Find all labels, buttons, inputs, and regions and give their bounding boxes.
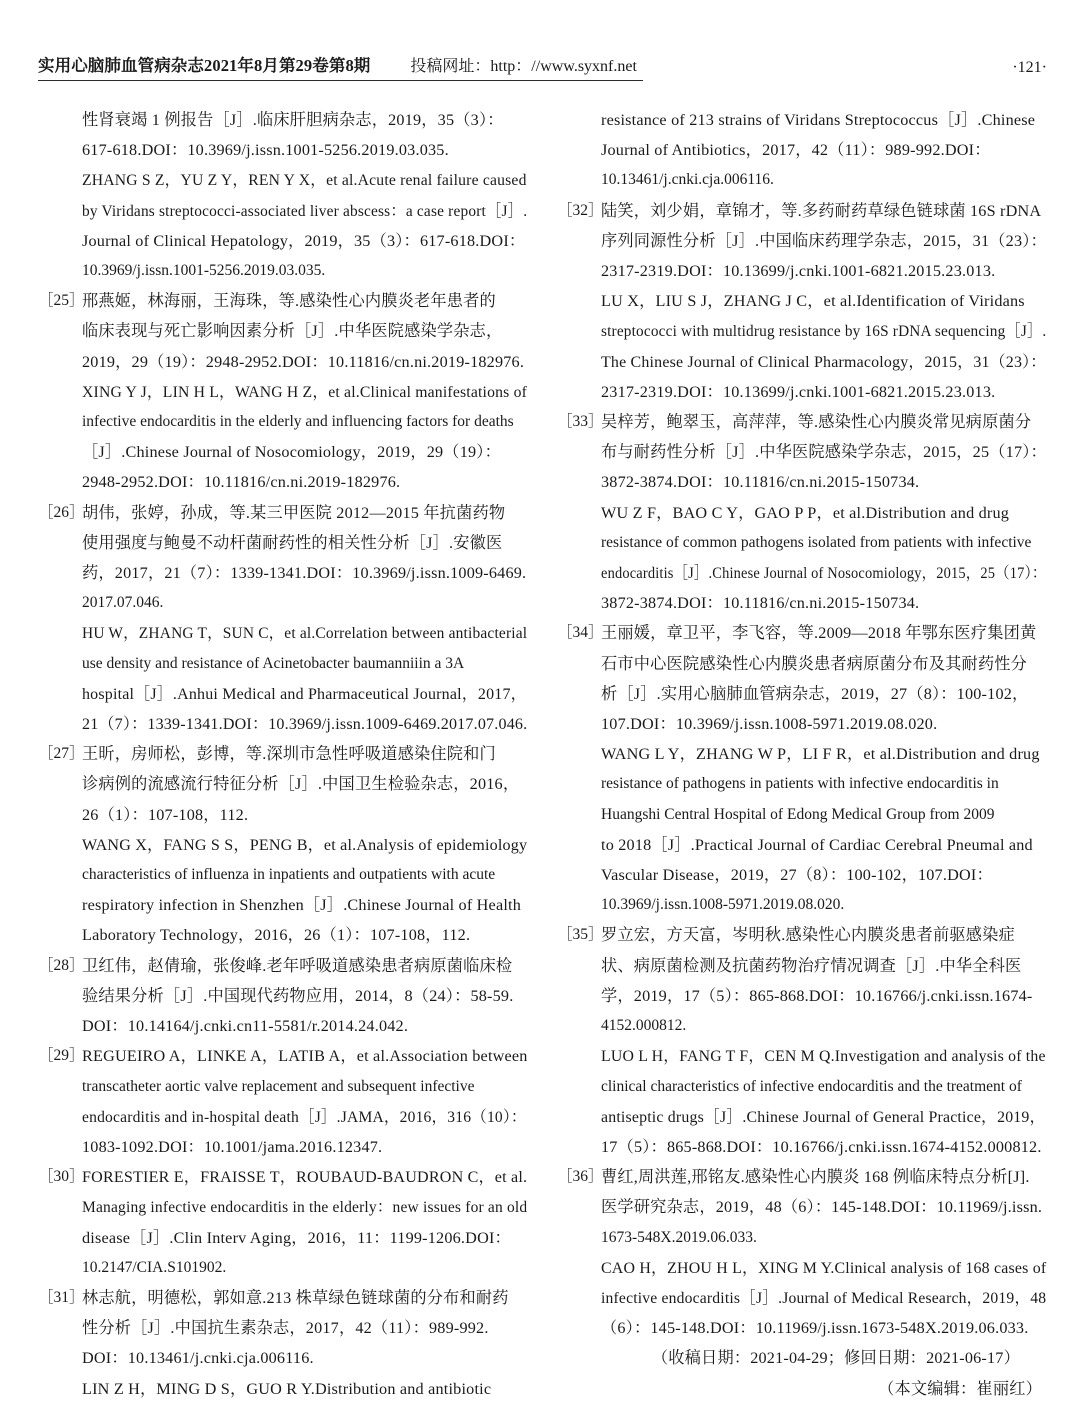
reference-line: 使用强度与鲍曼不动杆菌耐药性的相关性分析［J］.安徽医: [82, 533, 503, 552]
reference-line: 2019，29（19）：2948-2952.DOI：10.11816/cn.ni.2019-182976.: [82, 352, 525, 371]
reference-line: 性分析［J］.中国抗生素杂志，2017，42（11）：989-992.: [82, 1319, 489, 1338]
reference-text: [82, 165, 527, 286]
journal-title: 实用心脑肺血管病杂志2021年8月第29卷第8期: [38, 56, 371, 75]
reference-text: [601, 105, 1046, 196]
reference-line: 邢燕姬，林海丽，王海珠，等.感染性心内膜炎老年患者的: [82, 292, 496, 311]
reference-line: 学，2019，17（5）：865-868.DOI：10.16766/j.cnki.issn.1674-: [601, 986, 1033, 1005]
page-number: ·121·: [1012, 59, 1047, 76]
reference-text: [82, 1041, 527, 1162]
reference-line: 10.2147/CIA.S101902.: [82, 1258, 227, 1276]
reference-line: Huangshi Central Hospital of Edong Medical Group from 2009: [601, 805, 995, 823]
reference-entry: [38, 1283, 527, 1404]
reference-line: 10.13461/j.cnki.cja.006116.: [601, 171, 774, 189]
reference-line: 王丽媛，章卫平，李飞容，等.2009—2018 年鄂东医疗集团黄: [601, 624, 1037, 643]
reference-line: streptococci with multidrug resistance by 16S rDNA sequencing［J］.: [601, 322, 1047, 341]
reference-line: 性肾衰竭 1 例报告［J］.临床肝胆病杂志，2019，35（3）：: [82, 111, 504, 129]
reference-entry: [557, 407, 1046, 618]
received-revised-date: （收稿日期：2021-04-29；修回日期：2021-06-17）: [651, 1349, 1020, 1368]
reference-line: DOI：10.14164/j.cnki.cn11-5581/r.2014.24.042.: [82, 1017, 409, 1036]
reference-text: [82, 739, 527, 950]
reference-line: clinical characteristics of infective endocarditis and the treatment of: [601, 1077, 1022, 1095]
reference-text: [82, 1283, 527, 1404]
reference-line: resistance of pathogens in patients with infective endocarditis in: [601, 775, 999, 793]
reference-marker: ［28］: [38, 956, 85, 974]
reference-line: CAO H，ZHOU H L，XING M Y.Clinical analysis of 168 cases of: [601, 1258, 1047, 1277]
reference-line: Journal of Clinical Hepatology，2019，35（3）：617-618.DOI：: [82, 231, 526, 250]
running-head: [38, 52, 1047, 86]
reference-line: Managing infective endocarditis in the elderly：new issues for an old: [82, 1198, 528, 1217]
reference-line: transcatheter aortic valve replacement and subsequent infective: [82, 1077, 475, 1095]
reference-line: characteristics of influenza in inpatients and outpatients with acute: [82, 866, 496, 884]
reference-line: 21（7）：1339-1341.DOI：10.3969/j.issn.1009-6469.2017.07.046.: [82, 715, 528, 734]
reference-line: 陆笑，刘少娟，章锦才，等.多药耐药草绿色链球菌 16S rDNA: [601, 201, 1042, 220]
reference-text: [82, 105, 527, 165]
reference-line: 2948-2952.DOI：10.11816/cn.ni.2019-182976.: [82, 473, 401, 492]
reference-line: 1673-548X.2019.06.033.: [601, 1228, 757, 1246]
reference-line: endocarditis［J］.Chinese Journal of Nosocomiology，2015，25（17）：: [601, 564, 1047, 583]
reference-text: [82, 1162, 527, 1283]
right-column: [557, 105, 1046, 1404]
reference-entry: [557, 618, 1046, 920]
reference-line: resistance of common pathogens isolated from patients with infective: [601, 533, 1032, 551]
reference-line: HU W，ZHANG T，SUN C，et al.Correlation between antibacterial: [82, 624, 528, 643]
reference-entry: [38, 498, 527, 740]
reference-line: 林志航，明德松，郭如意.213 株草绿色链球菌的分布和耐药: [82, 1288, 509, 1307]
reference-line: 石市中心医院感染性心内膜炎患者病原菌分布及其耐药性分: [601, 654, 1028, 673]
reference-entry: [38, 105, 527, 165]
reference-line: 诊病例的流感流行特征分析［J］.中国卫生检验杂志，2016，: [82, 775, 520, 794]
reference-line: 序列同源性分析［J］.中国临床药理学杂志，2015，31（23）：: [601, 231, 1047, 250]
reference-line: WANG X，FANG S S，PENG B，et al.Analysis of epidemiology: [82, 835, 528, 854]
reference-line: 布与耐药性分析［J］.中华医院感染学杂志，2015，25（17）：: [601, 443, 1047, 462]
reference-text: [601, 407, 1046, 618]
reference-line: respiratory infection in Shenzhen［J］.Chinese Journal of Health: [82, 896, 522, 915]
reference-entry: [38, 165, 527, 286]
reference-line: 2317-2319.DOI：10.13699/j.cnki.1001-6821.2015.23.013.: [601, 262, 996, 281]
reference-line: hospital［J］.Anhui Medical and Pharmaceutical Journal，2017，: [82, 684, 527, 703]
reference-line: 3872-3874.DOI：10.11816/cn.ni.2015-150734.: [601, 594, 920, 613]
reference-line: 4152.000812.: [601, 1017, 687, 1035]
reference-marker: ［32］: [557, 201, 604, 219]
reference-line: XING Y J，LIN H L，WANG H Z，et al.Clinical manifestations of: [82, 382, 528, 401]
reference-entry: [557, 1162, 1046, 1343]
reference-line: antiseptic drugs［J］.Chinese Journal of General Practice，2019，: [601, 1107, 1046, 1126]
reference-marker: ［33］: [557, 413, 604, 431]
reference-line: 617-618.DOI：10.3969/j.issn.1001-5256.2019.03.035.: [82, 141, 449, 160]
reference-line: Laboratory Technology，2016，26（1）：107-108，112.: [82, 926, 471, 945]
article-footer-text: [601, 1343, 1046, 1403]
reference-line: infective endocarditis in the elderly and influencing factors for deaths: [82, 413, 514, 431]
reference-line: ［J］.Chinese Journal of Nosocomiology，2019，29（19）：: [82, 443, 501, 462]
reference-entry: [557, 196, 1046, 407]
reference-line: to 2018［J］.Practical Journal of Cardiac Cerebral Pneumal and: [601, 835, 1033, 854]
editor-credit: （本文编辑：崔丽红）: [878, 1379, 1042, 1398]
reference-line: 药，2017，21（7）：1339-1341.DOI：10.3969/j.issn.1009-6469.: [82, 564, 527, 583]
running-head-left: [38, 52, 643, 81]
reference-line: LUO L H，FANG T F，CEN M Q.Investigation and analysis of the: [601, 1047, 1046, 1066]
reference-line: 曹红,周洪莲,邢铭友.感染性心内膜炎 168 例临床特点分析[J].: [601, 1168, 1030, 1187]
reference-line: 10.3969/j.issn.1008-5971.2019.08.020.: [601, 896, 845, 914]
reference-line: by Viridans streptococci-associated liver abscess：a case report［J］.: [82, 201, 528, 220]
reference-marker: ［30］: [38, 1168, 85, 1186]
reference-entry: [38, 1162, 527, 1283]
reference-line: 王昕，房师松，彭博，等.深圳市急性呼吸道感染住院和门: [82, 745, 496, 764]
reference-line: 析［J］.实用心脑肺血管病杂志，2019，27（8）：100-102，: [601, 684, 1029, 703]
reference-text: [82, 286, 527, 497]
reference-line: 26（1）：107-108，112.: [82, 805, 249, 824]
reference-text: [601, 920, 1046, 1162]
reference-line: 胡伟，张婷，孙成，等.某三甲医院 2012—2015 年抗菌药物: [82, 503, 506, 522]
reference-line: 17（5）：865-868.DOI：10.16766/j.cnki.issn.1674-4152.000812.: [601, 1137, 1042, 1156]
left-column: [38, 105, 527, 1404]
reference-text: [601, 1162, 1046, 1343]
reference-line: DOI：10.13461/j.cnki.cja.006116.: [82, 1349, 314, 1368]
reference-line: 医学研究杂志，2019，48（6）：145-148.DOI：10.11969/j.issn.: [601, 1198, 1043, 1217]
reference-line: resistance of 213 strains of Viridans Streptococcus［J］.Chinese: [601, 111, 1036, 129]
reference-line: 验结果分析［J］.中国现代药物应用，2014，8（24）：58-59.: [82, 986, 514, 1005]
reference-line: WANG L Y，ZHANG W P，LI F R，et al.Distribution and drug: [601, 745, 1040, 764]
reference-line: 罗立宏，方天富，岑明秋.感染性心内膜炎患者前驱感染症: [601, 926, 1015, 945]
reference-marker: ［29］: [38, 1047, 85, 1065]
reference-entry: [38, 1041, 527, 1162]
reference-line: LIN Z H，MING D S，GUO R Y.Distribution and antibiotic: [82, 1379, 492, 1398]
reference-line: infective endocarditis［J］.Journal of Medical Research，2019，48: [601, 1288, 1047, 1307]
reference-line: Journal of Antibiotics，2017，42（11）：989-992.DOI：: [601, 141, 991, 160]
reference-marker: ［34］: [557, 624, 604, 642]
reference-entry: [38, 951, 527, 1042]
reference-line: 107.DOI：10.3969/j.issn.1008-5971.2019.08.020.: [601, 715, 938, 734]
reference-text: [82, 498, 527, 740]
reference-text: [601, 196, 1046, 407]
reference-line: 吴梓芳，鲍翠玉，高萍萍，等.感染性心内膜炎常见病原菌分: [601, 413, 1032, 432]
reference-entry: [38, 286, 527, 497]
reference-line: use density and resistance of Acinetobacter baumanniiin a 3A: [82, 654, 465, 672]
reference-marker: ［26］: [38, 503, 85, 521]
reference-marker: ［36］: [557, 1168, 604, 1186]
reference-line: 2017.07.046.: [82, 594, 164, 612]
reference-line: （6）：145-148.DOI：10.11969/j.issn.1673-548X.2019.06.033.: [601, 1319, 1029, 1338]
article-footer: [557, 1343, 1046, 1403]
reference-text: [82, 951, 527, 1042]
reference-line: 10.3969/j.issn.1001-5256.2019.03.035.: [82, 262, 326, 280]
reference-marker: ［25］: [38, 292, 85, 310]
reference-marker: ［27］: [38, 745, 85, 763]
reference-line: WU Z F，BAO C Y，GAO P P，et al.Distribution and drug: [601, 503, 1010, 522]
reference-line: ZHANG S Z，YU Z Y，REN Y X，et al.Acute renal failure caused: [82, 171, 527, 190]
reference-line: 卫红伟，赵倩瑜，张俊峰.老年呼吸道感染患者病原菌临床检: [82, 956, 513, 975]
reference-line: FORESTIER E，FRAISSE T，ROUBAUD-BAUDRON C，et al.: [82, 1168, 528, 1187]
reference-marker: ［31］: [38, 1288, 85, 1306]
submission-url-label: 投稿网址：http：//www.syxnf.net: [410, 58, 637, 75]
reference-marker: ［35］: [557, 926, 604, 944]
reference-line: 3872-3874.DOI：10.11816/cn.ni.2015-150734.: [601, 473, 920, 492]
reference-entry: [557, 920, 1046, 1162]
reference-line: 状、病原菌检测及抗菌药物治疗情况调查［J］.中华全科医: [601, 956, 1022, 975]
reference-line: disease［J］.Clin Interv Aging，2016，11：1199-1206.DOI：: [82, 1228, 511, 1247]
reference-line: Vascular Disease，2019，27（8）：100-102，107.DOI：: [601, 866, 993, 885]
reference-line: endocarditis and in-hospital death［J］.JAMA，2016，316（10）：: [82, 1107, 527, 1126]
reference-line: 2317-2319.DOI：10.13699/j.cnki.1001-6821.2015.23.013.: [601, 382, 996, 401]
reference-line: 临床表现与死亡影响因素分析［J］.中华医院感染学杂志，: [82, 322, 503, 341]
reference-entry: [38, 739, 527, 950]
reference-entry: [557, 105, 1046, 196]
reference-list-columns: [38, 105, 1047, 1404]
reference-line: The Chinese Journal of Clinical Pharmacology，2015，31（23）：: [601, 352, 1047, 371]
reference-line: REGUEIRO A，LINKE A，LATIB A，et al.Association between: [82, 1047, 528, 1066]
reference-line: 1083-1092.DOI：10.1001/jama.2016.12347.: [82, 1137, 383, 1156]
reference-text: [601, 618, 1046, 920]
reference-line: LU X，LIU S J，ZHANG J C，et al.Identification of Viridans: [601, 292, 1025, 311]
